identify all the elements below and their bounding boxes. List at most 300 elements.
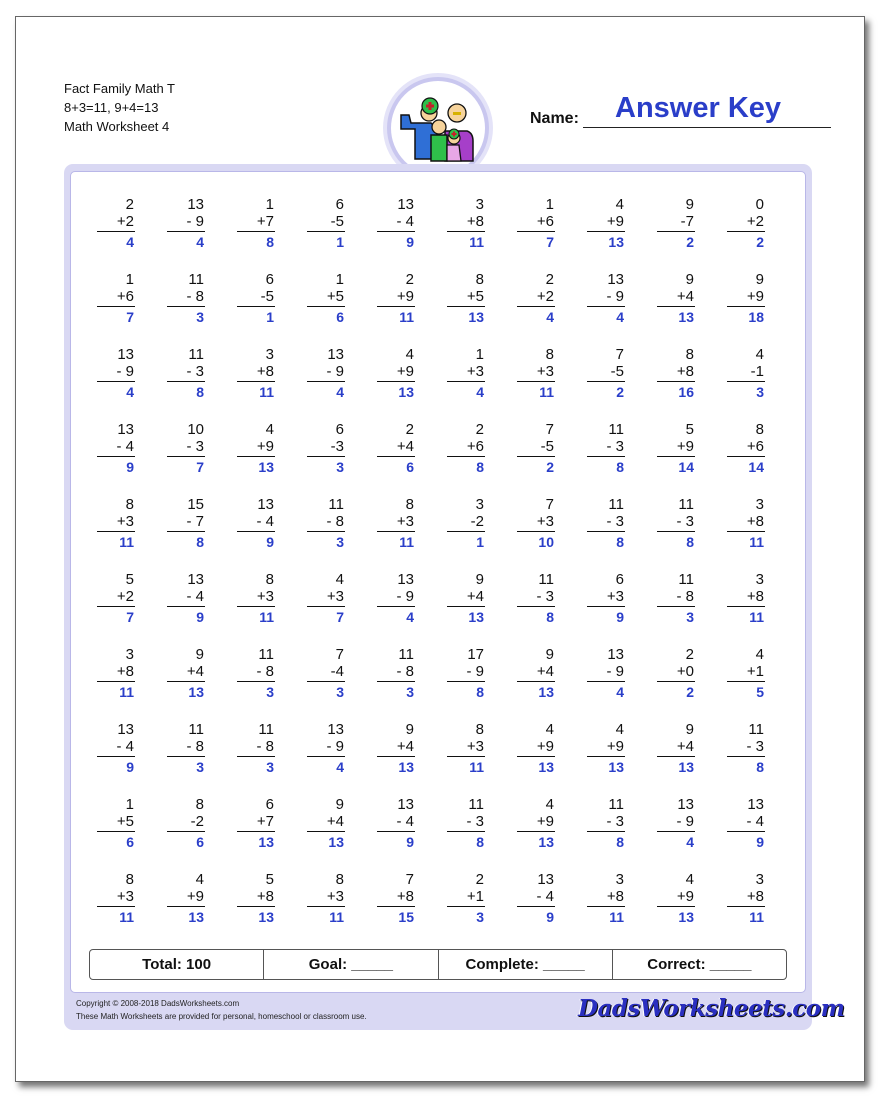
problem (656, 796, 696, 851)
problem-operator-number: +9 (606, 213, 624, 230)
problem-answer-line (97, 681, 135, 682)
problem (166, 496, 206, 551)
problem-answer-line (587, 681, 625, 682)
problem-answer-line (167, 831, 205, 832)
problem-answer-line (587, 231, 625, 232)
problem-answer: 13 (678, 309, 694, 325)
problem-top-number: 13 (747, 796, 764, 813)
problem-operator-number: - 8 (186, 738, 204, 755)
problem-operator-number: +6 (116, 288, 134, 305)
problem-answer-line (307, 606, 345, 607)
problem-top-number: 8 (125, 496, 134, 513)
problem-answer-line (657, 606, 695, 607)
problem-answer-line (237, 831, 275, 832)
problem-answer: 11 (539, 384, 554, 400)
problem-answer-line (727, 456, 765, 457)
problem-answer: 11 (749, 909, 764, 925)
problem-operator-number: - 4 (186, 588, 204, 605)
problem-answer: 4 (126, 234, 134, 250)
problem (376, 346, 416, 401)
problem-operator-number: +3 (256, 588, 274, 605)
problem (376, 646, 416, 701)
problem (516, 196, 556, 251)
problem-operator-number: +6 (466, 438, 484, 455)
problem-answer: 3 (336, 459, 344, 475)
problem-answer: 8 (616, 459, 624, 475)
problem (166, 196, 206, 251)
problem-answer: 1 (476, 534, 484, 550)
problem-operator-number: - 3 (606, 813, 624, 830)
problem (446, 796, 486, 851)
problem-operator-number: +0 (676, 663, 694, 680)
problem (236, 496, 276, 551)
problem-operator-number: +3 (326, 888, 344, 905)
problem (96, 196, 136, 251)
problem-top-number: 7 (405, 871, 414, 888)
problem-answer-line (237, 306, 275, 307)
total-count: Total: 100 (90, 950, 264, 979)
problem-top-number: 4 (755, 346, 764, 363)
problem-top-number: 1 (125, 796, 134, 813)
problem-answer-line (727, 681, 765, 682)
problem-answer: 11 (469, 759, 484, 775)
problem-answer-line (167, 456, 205, 457)
problem-top-number: 11 (468, 796, 484, 813)
problem (726, 796, 766, 851)
problem-operator-number: - 9 (326, 363, 344, 380)
problem-operator-number: +4 (396, 438, 414, 455)
problem (236, 421, 276, 476)
problem-answer: 13 (398, 759, 414, 775)
title-line-3: Math Worksheet 4 (64, 119, 170, 134)
problem-answer-line (97, 306, 135, 307)
problem-top-number: 8 (265, 571, 274, 588)
problem-operator-number: - 3 (466, 813, 484, 830)
problem (236, 271, 276, 326)
problem-top-number: 10 (187, 421, 204, 438)
problem-answer: 14 (748, 459, 764, 475)
problem (656, 271, 696, 326)
problem-top-number: 5 (265, 871, 274, 888)
problem-answer: 8 (546, 609, 554, 625)
problem-operator-number: +8 (676, 363, 694, 380)
problem-answer: 9 (546, 909, 554, 925)
problem-answer: 3 (336, 534, 344, 550)
problem-top-number: 8 (685, 346, 694, 363)
problem-operator-number: +3 (466, 363, 484, 380)
problem-operator-number: +2 (116, 588, 134, 605)
problem-operator-number: - 4 (746, 813, 764, 830)
problem-answer-line (657, 831, 695, 832)
problem-top-number: 11 (258, 721, 274, 738)
problem-top-number: 11 (608, 421, 624, 438)
problem-answer: 4 (126, 384, 134, 400)
problem-top-number: 2 (405, 421, 414, 438)
problem-answer-line (727, 756, 765, 757)
problem-answer-line (587, 606, 625, 607)
problem-answer-line (167, 381, 205, 382)
problem-operator-number: +5 (116, 813, 134, 830)
problem-answer-line (447, 831, 485, 832)
problem-top-number: 3 (475, 496, 484, 513)
problem-top-number: 1 (265, 196, 274, 213)
problem-answer: 13 (468, 609, 484, 625)
problem-operator-number: -5 (260, 288, 274, 305)
problem-answer-line (307, 531, 345, 532)
problem-top-number: 8 (335, 871, 344, 888)
problem-top-number: 11 (398, 646, 414, 663)
problem-top-number: 13 (397, 796, 414, 813)
problem-answer: 9 (266, 534, 274, 550)
problem-top-number: 1 (125, 271, 134, 288)
problem-answer-line (97, 231, 135, 232)
problem-answer: 11 (259, 609, 274, 625)
problem-top-number: 2 (405, 271, 414, 288)
problem (376, 496, 416, 551)
problem-operator-number: +4 (466, 588, 484, 605)
problem-answer-line (377, 381, 415, 382)
problem-answer-line (97, 531, 135, 532)
problem-operator-number: +9 (746, 288, 764, 305)
problem-top-number: 1 (545, 196, 554, 213)
problem-operator-number: -2 (190, 813, 204, 830)
problem-answer-line (447, 906, 485, 907)
problem-answer: 13 (398, 384, 414, 400)
problem-answer-line (517, 831, 555, 832)
problem-answer: 11 (609, 909, 624, 925)
problem-answer: 4 (616, 684, 624, 700)
problem (726, 496, 766, 551)
problem-top-number: 9 (755, 271, 764, 288)
problem-answer: 2 (756, 234, 764, 250)
problem-answer: 13 (188, 909, 204, 925)
problem-top-number: 8 (125, 871, 134, 888)
problem-answer-line (237, 681, 275, 682)
problem-operator-number: - 3 (186, 363, 204, 380)
problem (306, 721, 346, 776)
problem-answer-line (517, 681, 555, 682)
problem-answer-line (727, 381, 765, 382)
problem (726, 271, 766, 326)
problem-answer-line (307, 906, 345, 907)
problem-operator-number: +1 (466, 888, 484, 905)
problem-answer: 3 (406, 684, 414, 700)
problem-top-number: 8 (475, 721, 484, 738)
problem (586, 271, 626, 326)
problem (166, 796, 206, 851)
problem-answer-line (727, 231, 765, 232)
problem-top-number: 13 (327, 346, 344, 363)
problem-answer: 11 (259, 384, 274, 400)
problem-top-number: 3 (615, 871, 624, 888)
problem (236, 571, 276, 626)
problem-operator-number: +3 (536, 363, 554, 380)
problem-operator-number: +4 (186, 663, 204, 680)
problem-top-number: 13 (677, 796, 694, 813)
problem-answer: 8 (196, 384, 204, 400)
problem-operator-number: - 3 (676, 513, 694, 530)
problem (166, 871, 206, 926)
problem-answer: 6 (126, 834, 134, 850)
problem-answer-line (237, 531, 275, 532)
problem-operator-number: +9 (676, 438, 694, 455)
problem-operator-number: +8 (606, 888, 624, 905)
problem (306, 796, 346, 851)
problem-operator-number: +4 (676, 738, 694, 755)
problem-top-number: 5 (685, 421, 694, 438)
problem-top-number: 8 (405, 496, 414, 513)
problem (166, 646, 206, 701)
problem (236, 721, 276, 776)
problem-answer: 4 (196, 234, 204, 250)
problem-answer-line (517, 231, 555, 232)
problem-answer: 11 (329, 909, 344, 925)
problem-top-number: 13 (397, 571, 414, 588)
problem-answer-line (447, 231, 485, 232)
problem (726, 871, 766, 926)
problem-top-number: 13 (117, 721, 134, 738)
problem (586, 421, 626, 476)
problem-answer: 1 (266, 309, 274, 325)
problem-answer: 8 (196, 534, 204, 550)
problem-top-number: 9 (405, 721, 414, 738)
problem-top-number: 9 (545, 646, 554, 663)
problem (516, 871, 556, 926)
correct-field: Correct: _____ (647, 956, 752, 973)
problem-answer-line (237, 606, 275, 607)
problem (446, 646, 486, 701)
problem-operator-number: +8 (746, 588, 764, 605)
problem-operator-number: -5 (610, 363, 624, 380)
problem (656, 721, 696, 776)
problem-answer: 2 (686, 234, 694, 250)
problem (306, 421, 346, 476)
problem-top-number: 9 (685, 196, 694, 213)
problem-answer-line (727, 831, 765, 832)
problem (446, 871, 486, 926)
problem-answer: 11 (399, 309, 414, 325)
problem-answer: 9 (126, 759, 134, 775)
problem (236, 646, 276, 701)
problem (376, 796, 416, 851)
problem-answer: 3 (756, 384, 764, 400)
problem-answer-line (447, 381, 485, 382)
problem (236, 796, 276, 851)
problem-top-number: 3 (755, 871, 764, 888)
problem-answer: 13 (538, 834, 554, 850)
problem-answer-line (377, 456, 415, 457)
problem-answer: 4 (336, 384, 344, 400)
problem-answer: 8 (756, 759, 764, 775)
answer-key-label: Answer Key (615, 92, 782, 124)
problem-top-number: 7 (545, 496, 554, 513)
problem-top-number: 11 (678, 496, 694, 513)
problem-answer-line (517, 381, 555, 382)
problem-answer: 16 (678, 384, 694, 400)
problem-answer-line (97, 906, 135, 907)
problem-answer-line (97, 381, 135, 382)
problem-top-number: 11 (258, 646, 274, 663)
problem-answer: 2 (616, 384, 624, 400)
problem (586, 721, 626, 776)
problem-answer: 11 (399, 534, 414, 550)
problem-answer: 13 (608, 759, 624, 775)
problem-answer: 7 (126, 609, 134, 625)
problem-top-number: 3 (265, 346, 274, 363)
problem-answer: 8 (686, 534, 694, 550)
problem (586, 571, 626, 626)
problem-top-number: 9 (685, 271, 694, 288)
problem-operator-number: - 3 (536, 588, 554, 605)
problem-operator-number: +2 (746, 213, 764, 230)
problem-operator-number: - 3 (606, 513, 624, 530)
problem-answer: 9 (406, 834, 414, 850)
problem-answer-line (377, 231, 415, 232)
problem-top-number: 8 (195, 796, 204, 813)
problem (726, 346, 766, 401)
problem-operator-number: +4 (326, 813, 344, 830)
problem-top-number: 15 (187, 496, 204, 513)
problem-operator-number: +4 (676, 288, 694, 305)
problem-answer-line (237, 381, 275, 382)
problem-operator-number: +9 (186, 888, 204, 905)
problem-operator-number: +3 (396, 513, 414, 530)
problem-answer-line (447, 756, 485, 757)
problem-answer: 6 (406, 459, 414, 475)
problem-answer: 13 (258, 459, 274, 475)
problem-answer-line (377, 606, 415, 607)
problem-top-number: 13 (187, 571, 204, 588)
problem-answer-line (657, 231, 695, 232)
problem-answer-line (377, 831, 415, 832)
problem-answer: 11 (749, 609, 764, 625)
problem-operator-number: - 9 (676, 813, 694, 830)
problem-answer: 2 (686, 684, 694, 700)
problem-top-number: 4 (405, 346, 414, 363)
problem-top-number: 8 (545, 346, 554, 363)
problem-answer-line (237, 756, 275, 757)
problem-top-number: 4 (265, 421, 274, 438)
problem-answer: 4 (406, 609, 414, 625)
problem-top-number: 1 (475, 346, 484, 363)
problem-top-number: 6 (335, 421, 344, 438)
problem-operator-number: +3 (536, 513, 554, 530)
problem-answer: 7 (336, 609, 344, 625)
problem-answer-line (307, 306, 345, 307)
problem-answer-line (727, 606, 765, 607)
problem-top-number: 17 (467, 646, 484, 663)
problem-answer: 6 (336, 309, 344, 325)
problem-answer: 3 (476, 909, 484, 925)
problem (586, 196, 626, 251)
problem-top-number: 1 (335, 271, 344, 288)
problem (96, 496, 136, 551)
problem-operator-number: - 9 (466, 663, 484, 680)
problem-top-number: 0 (755, 196, 764, 213)
problem-answer-line (167, 606, 205, 607)
problem-operator-number: +8 (256, 888, 274, 905)
problem-operator-number: +6 (536, 213, 554, 230)
name-field-line[interactable] (583, 127, 831, 128)
problem (726, 421, 766, 476)
problem (656, 646, 696, 701)
problem-answer-line (307, 231, 345, 232)
problem (376, 271, 416, 326)
problem (96, 646, 136, 701)
problem-operator-number: +1 (746, 663, 764, 680)
problem-answer: 13 (258, 909, 274, 925)
problem-top-number: 8 (755, 421, 764, 438)
problem-answer: 18 (748, 309, 764, 325)
dadsworksheets-logo: DadsWorksheets.com (578, 995, 845, 1022)
problem-top-number: 2 (685, 646, 694, 663)
problem-answer-line (377, 681, 415, 682)
problem (726, 721, 766, 776)
problem-answer-line (447, 606, 485, 607)
problem (586, 496, 626, 551)
goal-field: Goal: _____ (264, 950, 438, 979)
problem-top-number: 7 (545, 421, 554, 438)
problem-answer: 8 (476, 834, 484, 850)
problem-answer: 13 (608, 234, 624, 250)
problem-answer-line (587, 756, 625, 757)
problem-answer: 14 (678, 459, 694, 475)
problem-operator-number: - 4 (396, 213, 414, 230)
problem-top-number: 2 (545, 271, 554, 288)
problem-answer: 2 (546, 459, 554, 475)
problem (376, 196, 416, 251)
title-line-2: 8+3=11, 9+4=13 (64, 100, 159, 115)
problem-answer-line (587, 306, 625, 307)
problem-answer-line (447, 681, 485, 682)
problem-operator-number: - 4 (256, 513, 274, 530)
problem-answer: 3 (336, 684, 344, 700)
problem-answer: 3 (266, 759, 274, 775)
problem-operator-number: +4 (536, 663, 554, 680)
problem-answer: 15 (398, 909, 414, 925)
problem-operator-number: +4 (396, 738, 414, 755)
problem (446, 196, 486, 251)
problem-answer: 13 (258, 834, 274, 850)
problem-answer: 11 (469, 234, 484, 250)
problem-operator-number: -2 (470, 513, 484, 530)
problem-operator-number: - 9 (186, 213, 204, 230)
problem-top-number: 13 (187, 196, 204, 213)
problem-top-number: 3 (475, 196, 484, 213)
problem-answer-line (587, 381, 625, 382)
problem (446, 271, 486, 326)
problem-operator-number: +3 (326, 588, 344, 605)
problem-top-number: 2 (475, 871, 484, 888)
problem-answer-line (517, 306, 555, 307)
problem-answer-line (657, 531, 695, 532)
problem-answer: 4 (546, 309, 554, 325)
problem-answer: 4 (686, 834, 694, 850)
problem-answer: 4 (476, 384, 484, 400)
problem-operator-number: - 8 (676, 588, 694, 605)
problem-answer: 7 (126, 309, 134, 325)
problem-answer: 13 (678, 909, 694, 925)
problem-answer-line (307, 456, 345, 457)
problem-top-number: 11 (188, 271, 204, 288)
problem (446, 346, 486, 401)
problem (586, 646, 626, 701)
problem-top-number: 13 (327, 721, 344, 738)
problem-answer-line (97, 756, 135, 757)
problem-operator-number: - 9 (396, 588, 414, 605)
worksheet-title (64, 79, 175, 136)
problem (306, 496, 346, 551)
